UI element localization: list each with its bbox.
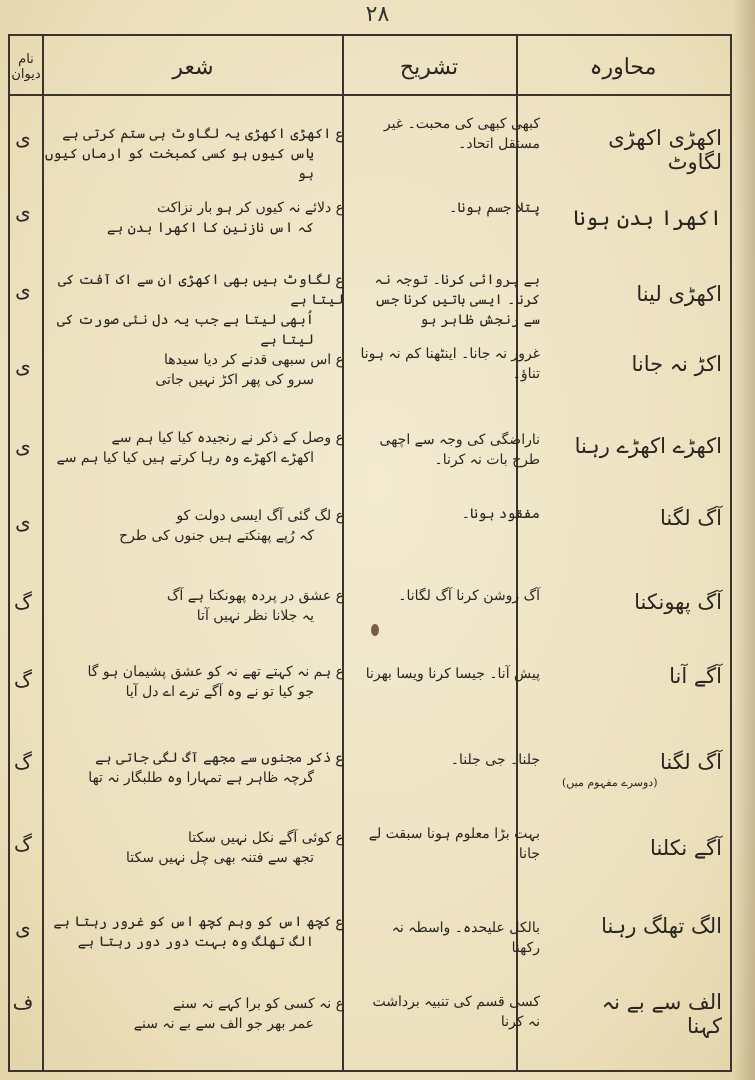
page-edge-shadow [733,0,755,1080]
table-row [10,336,730,414]
verse-line: یہ جلانا نظر نہیں آتا [196,608,314,624]
verse-line: ع دلائے نہ کیوں کر ہو بار نزاکت [157,200,344,216]
idiom-text: آگ پھونکنا [634,590,722,614]
idiom-text: آگ لگنا [659,506,722,530]
verse-line: ع وصل کے ذکر نے رنجیدہ کیا کیا ہم سے [111,430,344,446]
idiom-text: آگے نکلنا [650,836,722,860]
table-row [10,648,730,726]
diwan-mark: گ [14,590,32,614]
verse-text [44,198,344,238]
verse-line: الگ تھلگ وہ بہت دور دور رہتا ہے [77,934,314,950]
table-row [10,902,730,972]
verse-text [44,912,344,952]
table-row [10,576,730,646]
idiom-text: اکڑ نہ جانا [631,352,722,376]
table-row [10,106,730,184]
verse-line: ع لگ گئی آگ ایسی دولت کو [176,508,344,524]
header-divider [10,94,730,96]
explanation-text: بے پروائی کرنا۔ توجہ نہ کرنا۔ ایسی باتیں کرنا جس سے رنجش ظاہر ہو [374,272,540,328]
verse-text [44,828,344,868]
verse-line: اُبھی لیتا ہے جب یہ دل نئی صورت کی لیتا ہے [56,312,314,348]
diwan-mark: گ [14,668,32,692]
table-row [10,186,730,260]
idiom-text: اکھڑے اکھڑے رہنا [574,434,722,458]
verse-line: کہ اس نازنین کا اکھرا بدن ہے [106,220,314,236]
verse-text [44,428,344,468]
explanation-text: مفقود ہونا۔ [461,506,540,522]
idiom-text: اکھرا بدن ہونا [573,206,722,230]
diwan-mark: ی [15,354,31,378]
diwan-mark: ی [15,434,31,458]
header-verse: شعر [172,54,214,80]
verse-line: ع ہم نہ کہتے تھے نہ کو عشق پشیمان ہو گا [87,664,344,680]
idiom-text: اکھڑی لینا [636,282,722,306]
idiom-text: الف سے بے نہ کہنا [601,990,722,1038]
diwan-mark: ی [15,200,31,224]
verse-line: کہ رُپے پھنکتے ہیں جنوں کی طرح [119,528,314,544]
idiom-text: الگ تھلگ رہنا [601,914,722,938]
idiom-note: (دوسرے مفہوم میں) [562,776,658,789]
diwan-mark: ف [12,990,34,1014]
idiom-label: آگ لگنا [659,750,722,774]
diwan-mark: ی [15,916,31,940]
idiom-text: اکھڑی اکھڑی لگاوٹ [608,126,722,174]
idiom-text [562,750,722,789]
table-row [10,814,730,900]
verse-line: سرو کی پھر اکڑ نہیں جاتی [155,372,314,388]
explanation-text: بہت بڑا معلوم ہونا سبقت لے جانا [368,826,540,862]
verse-line: ع ذکر مجنوں سے مجھے آگ لگی جاتی ہے [95,750,344,766]
diwan-mark: ی [15,126,31,150]
verse-line: جو کیا تو نے وہ آگے ترے اے دل آیا [125,684,314,700]
diwan-mark: ی [15,278,31,302]
diwan-mark: گ [14,832,32,856]
verse-line: ع لگاوٹ ہیں بھی اکھڑی ان سے اک آفت کی لیتا ہے [57,272,344,308]
verse-line: ع کچھ اس کو وہم کچھ اس کو غرور رہتا ہے [53,914,344,930]
explanation-text: ناراضگی کی وجہ سے اچھی طرح بات نہ کرنا۔ [379,432,540,468]
verse-line: گرچہ ظاہر ہے تمہارا وہ طلبگار نہ تھا [88,770,314,786]
verse-line: تجھ سے فتنہ بھی چل نہیں سکتا [126,850,314,866]
table-row [10,976,730,1068]
idiom-text: آگے آنا [669,664,722,688]
verse-line: ع نہ کسی کو برا کہے نہ سنے [172,996,344,1012]
diwan-mark: گ [14,750,32,774]
verse-text [44,994,344,1034]
verse-text [44,506,344,546]
verse-text [44,662,344,702]
ink-stain [371,624,379,636]
header-diwan: نام دیوان [11,52,41,82]
idiom-table [8,34,732,1072]
verse-text [44,350,344,390]
header-idiom: محاورہ [589,54,657,80]
explanation-text: کسی قسم کی تنبیہ برداشت نہ کرنا [372,994,540,1030]
verse-line: یاس کیوں ہو کسی کمبخت کو ارماں کیوں ہو [44,146,314,182]
diwan-mark: ی [15,510,31,534]
header-explanation: تشریح [399,54,459,80]
verse-text [44,586,344,626]
explanation-text: جلنا۔ جی جلنا۔ [450,752,540,768]
explanation-text: غرور نہ جانا۔ اینٹھنا کم نہ ہونا تناؤ۔ [360,346,540,382]
explanation-text: کبھی کبھی کی محبت۔ غیر مستقل اتحاد۔ [383,116,540,152]
explanation-text: بالکل علیحدہ۔ واسطہ نہ رکھنا [391,920,540,956]
verse-text [44,748,344,788]
page-number: ۲۸ [365,2,390,27]
verse-line: ع عشق در پردہ پھونکتا ہے آگ [166,588,344,604]
verse-line: عمر بھر جو الف سے بے نہ سنے [133,1016,314,1032]
explanation-text: پتلا جسم ہونا۔ [449,200,540,216]
verse-line: ع اکھڑی اکھڑی یہ لگاوٹ ہی ستم کرتی ہے [62,126,344,142]
table-row [10,492,730,574]
explanation-text: پیش آنا۔ جیسا کرنا ویسا بھرنا [365,666,540,682]
verse-line: ع اس سبھی قدنے کر دیا سیدھا [164,352,344,368]
verse-line: اکھڑے اکھڑے وہ رہا کرتے ہیں کیا کیا ہم سے [56,450,314,466]
explanation-text: آگ روشن کرنا آگ لگانا۔ [398,588,540,604]
table-row [10,264,730,348]
verse-text [44,124,344,184]
table-row [10,416,730,490]
table-row [10,728,730,812]
verse-line: ع کوئی آگے نکل نہیں سکتا [188,830,344,846]
